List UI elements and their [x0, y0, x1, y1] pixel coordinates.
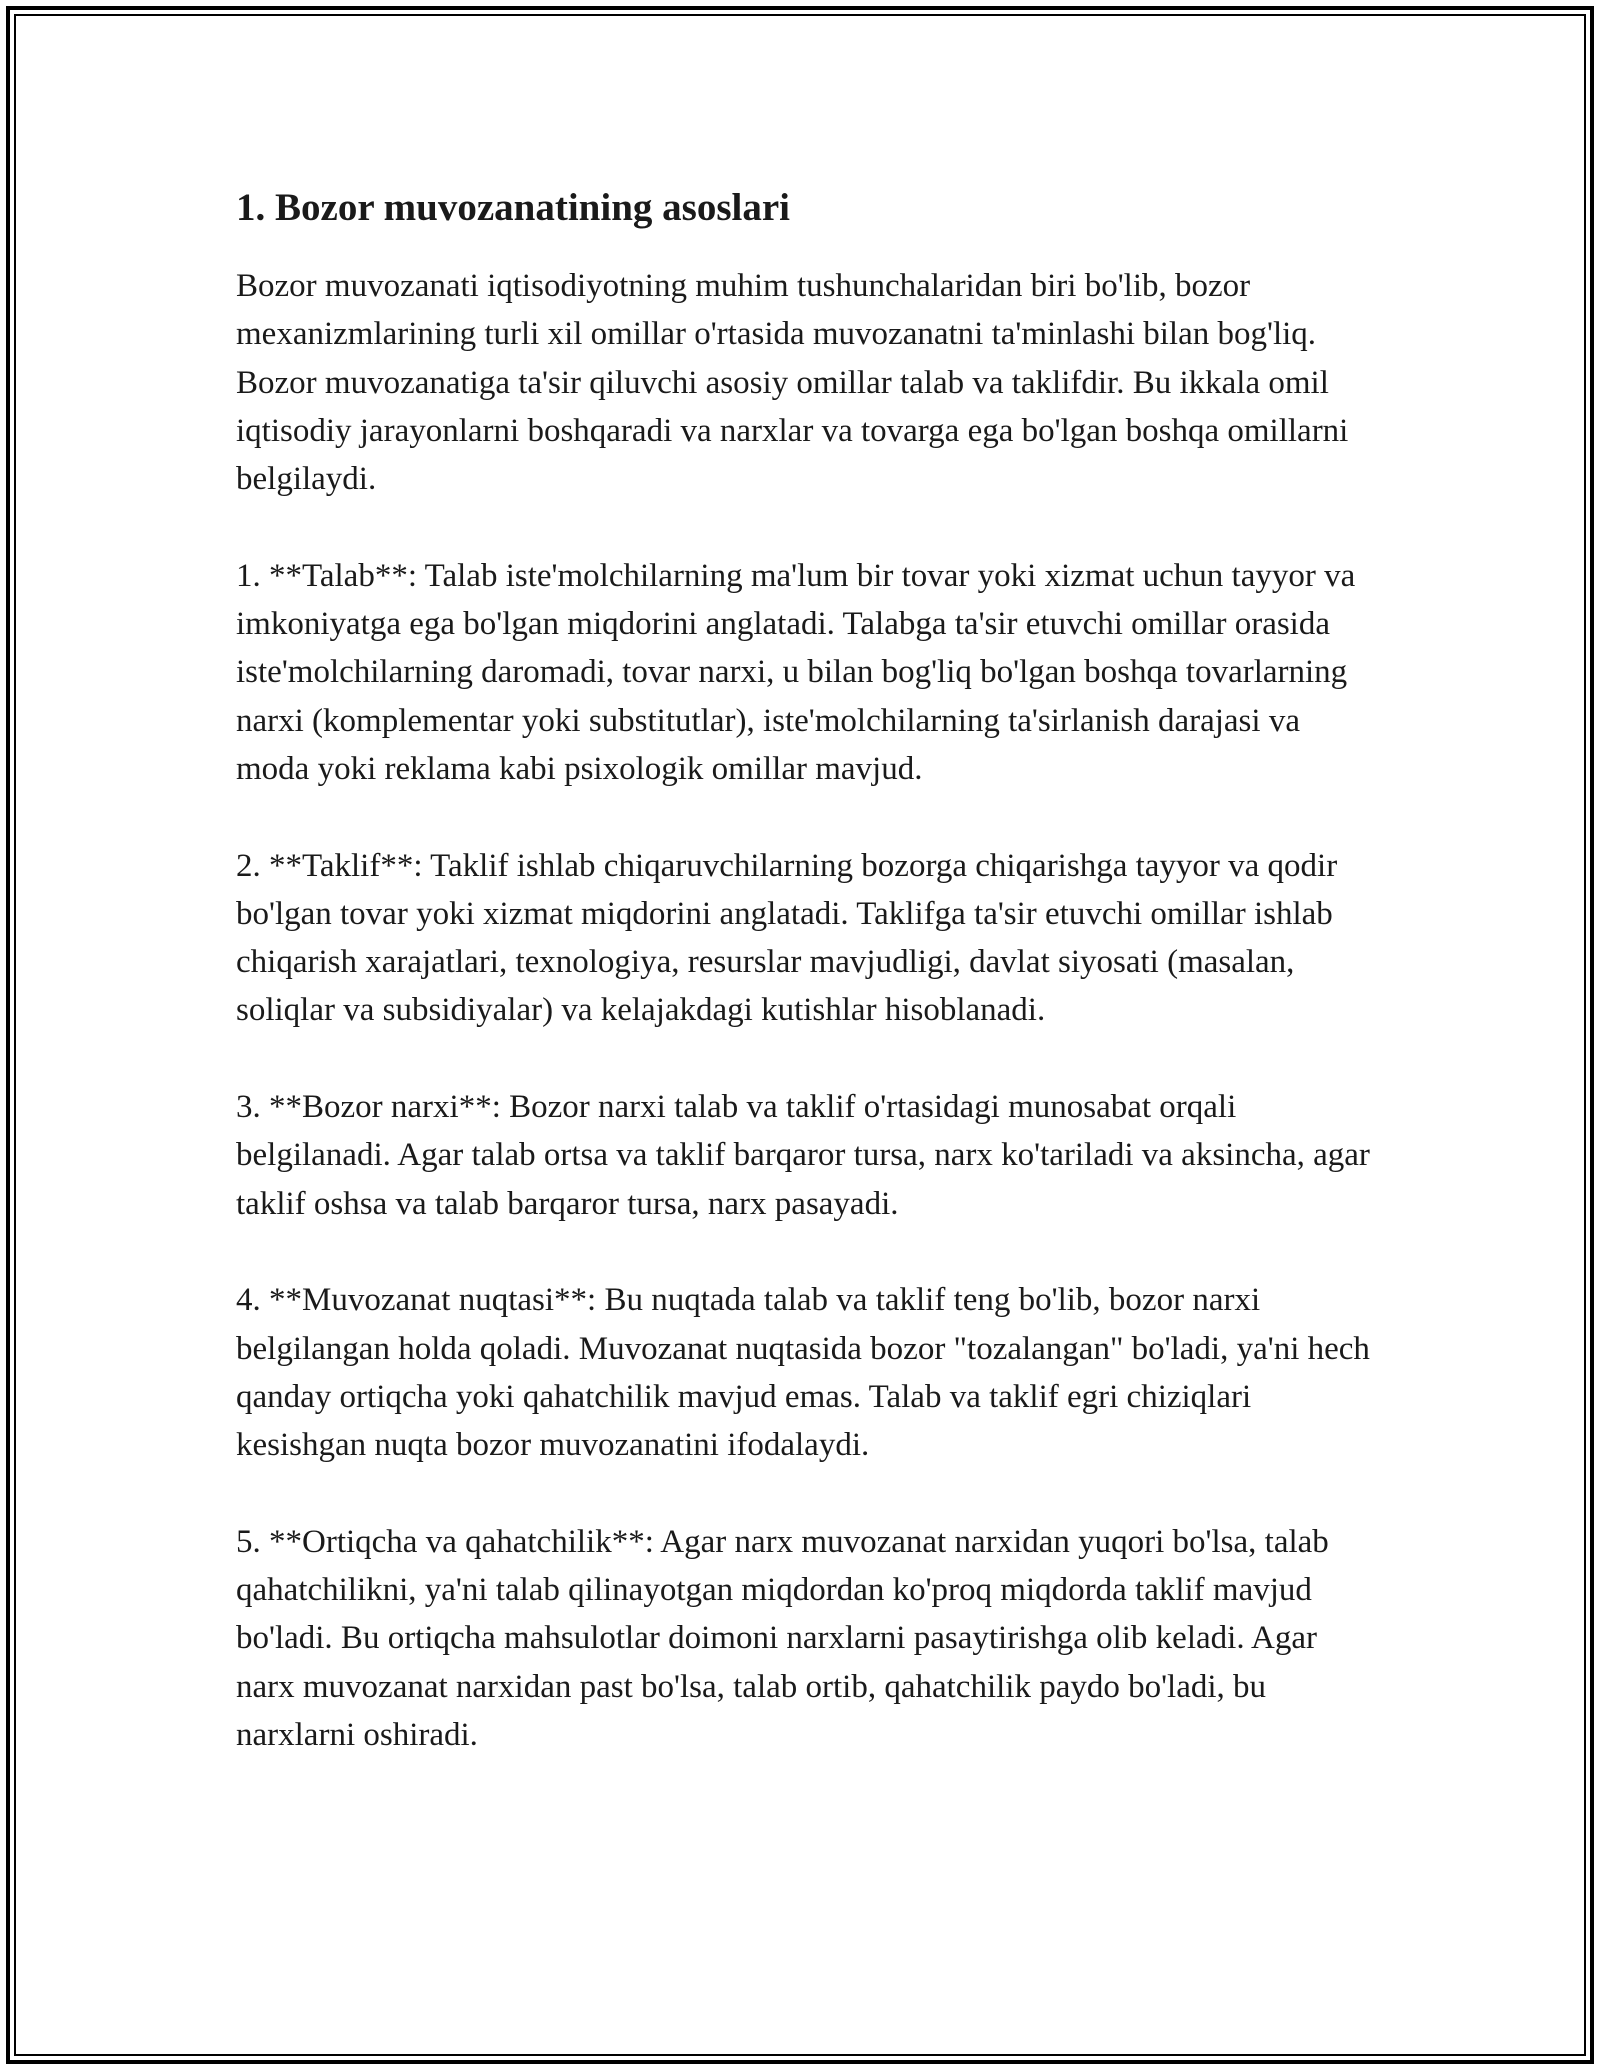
- intro-paragraph: Bozor muvozanati iqtisodiyotning muhim tushunchalaridan biri bo'lib, bozor mexanizmlarining turli xil omillar o'rtasida muvozanatni ta'minlashi bilan bog'liq. Bozor muvozanatiga ta'sir qiluvchi asosiy omillar talab va taklifdir. Bu ikkala omil iqtisodiy jarayonlarni boshqaradi va narxlar va tovarga ega bo'lgan boshqa omillarni belgilaydi.: [236, 268, 1349, 498]
- list-item-bozor-narxi: 3. **Bozor narxi**: Bozor narxi talab va taklif o'rtasidagi munosabat orqali belgilanadi. Agar talab ortsa va taklif barqaror tursa, narx ko'tariladi va aksincha, agar taklif oshsa va talab barqaror tursa, narx pasayadi.: [236, 1089, 1370, 1222]
- document-body: [236, 180, 1376, 1759]
- list-item-ortiqcha-qahatchilik: 5. **Ortiqcha va qahatchilik**: Agar narx muvozanat narxidan yuqori bo'lsa, talab qahatchilikni, ya'ni talab qilinayotgan miqdordan ko'proq miqdorda taklif mavjud bo'ladi. Bu ortiqcha mahsulotlar doimoni narxlarni pasaytirishga olib keladi. Agar narx muvozanat narxidan past bo'lsa, talab ortib, qahatchilik paydo bo'ladi, bu narxlarni oshiradi.: [236, 1523, 1329, 1753]
- list-item-muvozanat-nuqtasi: 4. **Muvozanat nuqtasi**: Bu nuqtada talab va taklif teng bo'lib, bozor narxi belgilangan holda qoladi. Muvozanat nuqtasida bozor "tozalangan" bo'ladi, ya'ni hech qanday ortiqcha yoki qahatchilik mavjud emas. Talab va taklif egri chiziqlari kesishgan nuqta bozor muvozanatini ifodalaydi.: [236, 1282, 1370, 1464]
- section-heading: 1. Bozor muvozanatining asoslari: [236, 186, 790, 229]
- list-item-taklif: 2. **Taklif**: Taklif ishlab chiqaruvchilarning bozorga chiqarishga tayyor va qodir bo'lgan tovar yoki xizmat miqdorini anglatadi. Taklifga ta'sir etuvchi omillar ishlab chiqarish xarajatlari, texnologiya, resurslar mavjudligi, davlat siyosati (masalan, soliqlar va subsidiyalar) va kelajakdagi kutishlar hisoblanadi.: [236, 847, 1338, 1029]
- list-item-talab: 1. **Talab**: Talab iste'molchilarning ma'lum bir tovar yoki xizmat uchun tayyor va imkoniyatga ega bo'lgan miqdorini anglatadi. Talabga ta'sir etuvchi omillar orasida iste'molchilarning daromadi, tovar narxi, u bilan bog'liq bo'lgan boshqa tovarlarning narxi (komplementar yoki substitutlar), iste'molchilarning ta'sirlanish darajasi va moda yoki reklama kabi psixologik omillar mavjud.: [236, 557, 1356, 787]
